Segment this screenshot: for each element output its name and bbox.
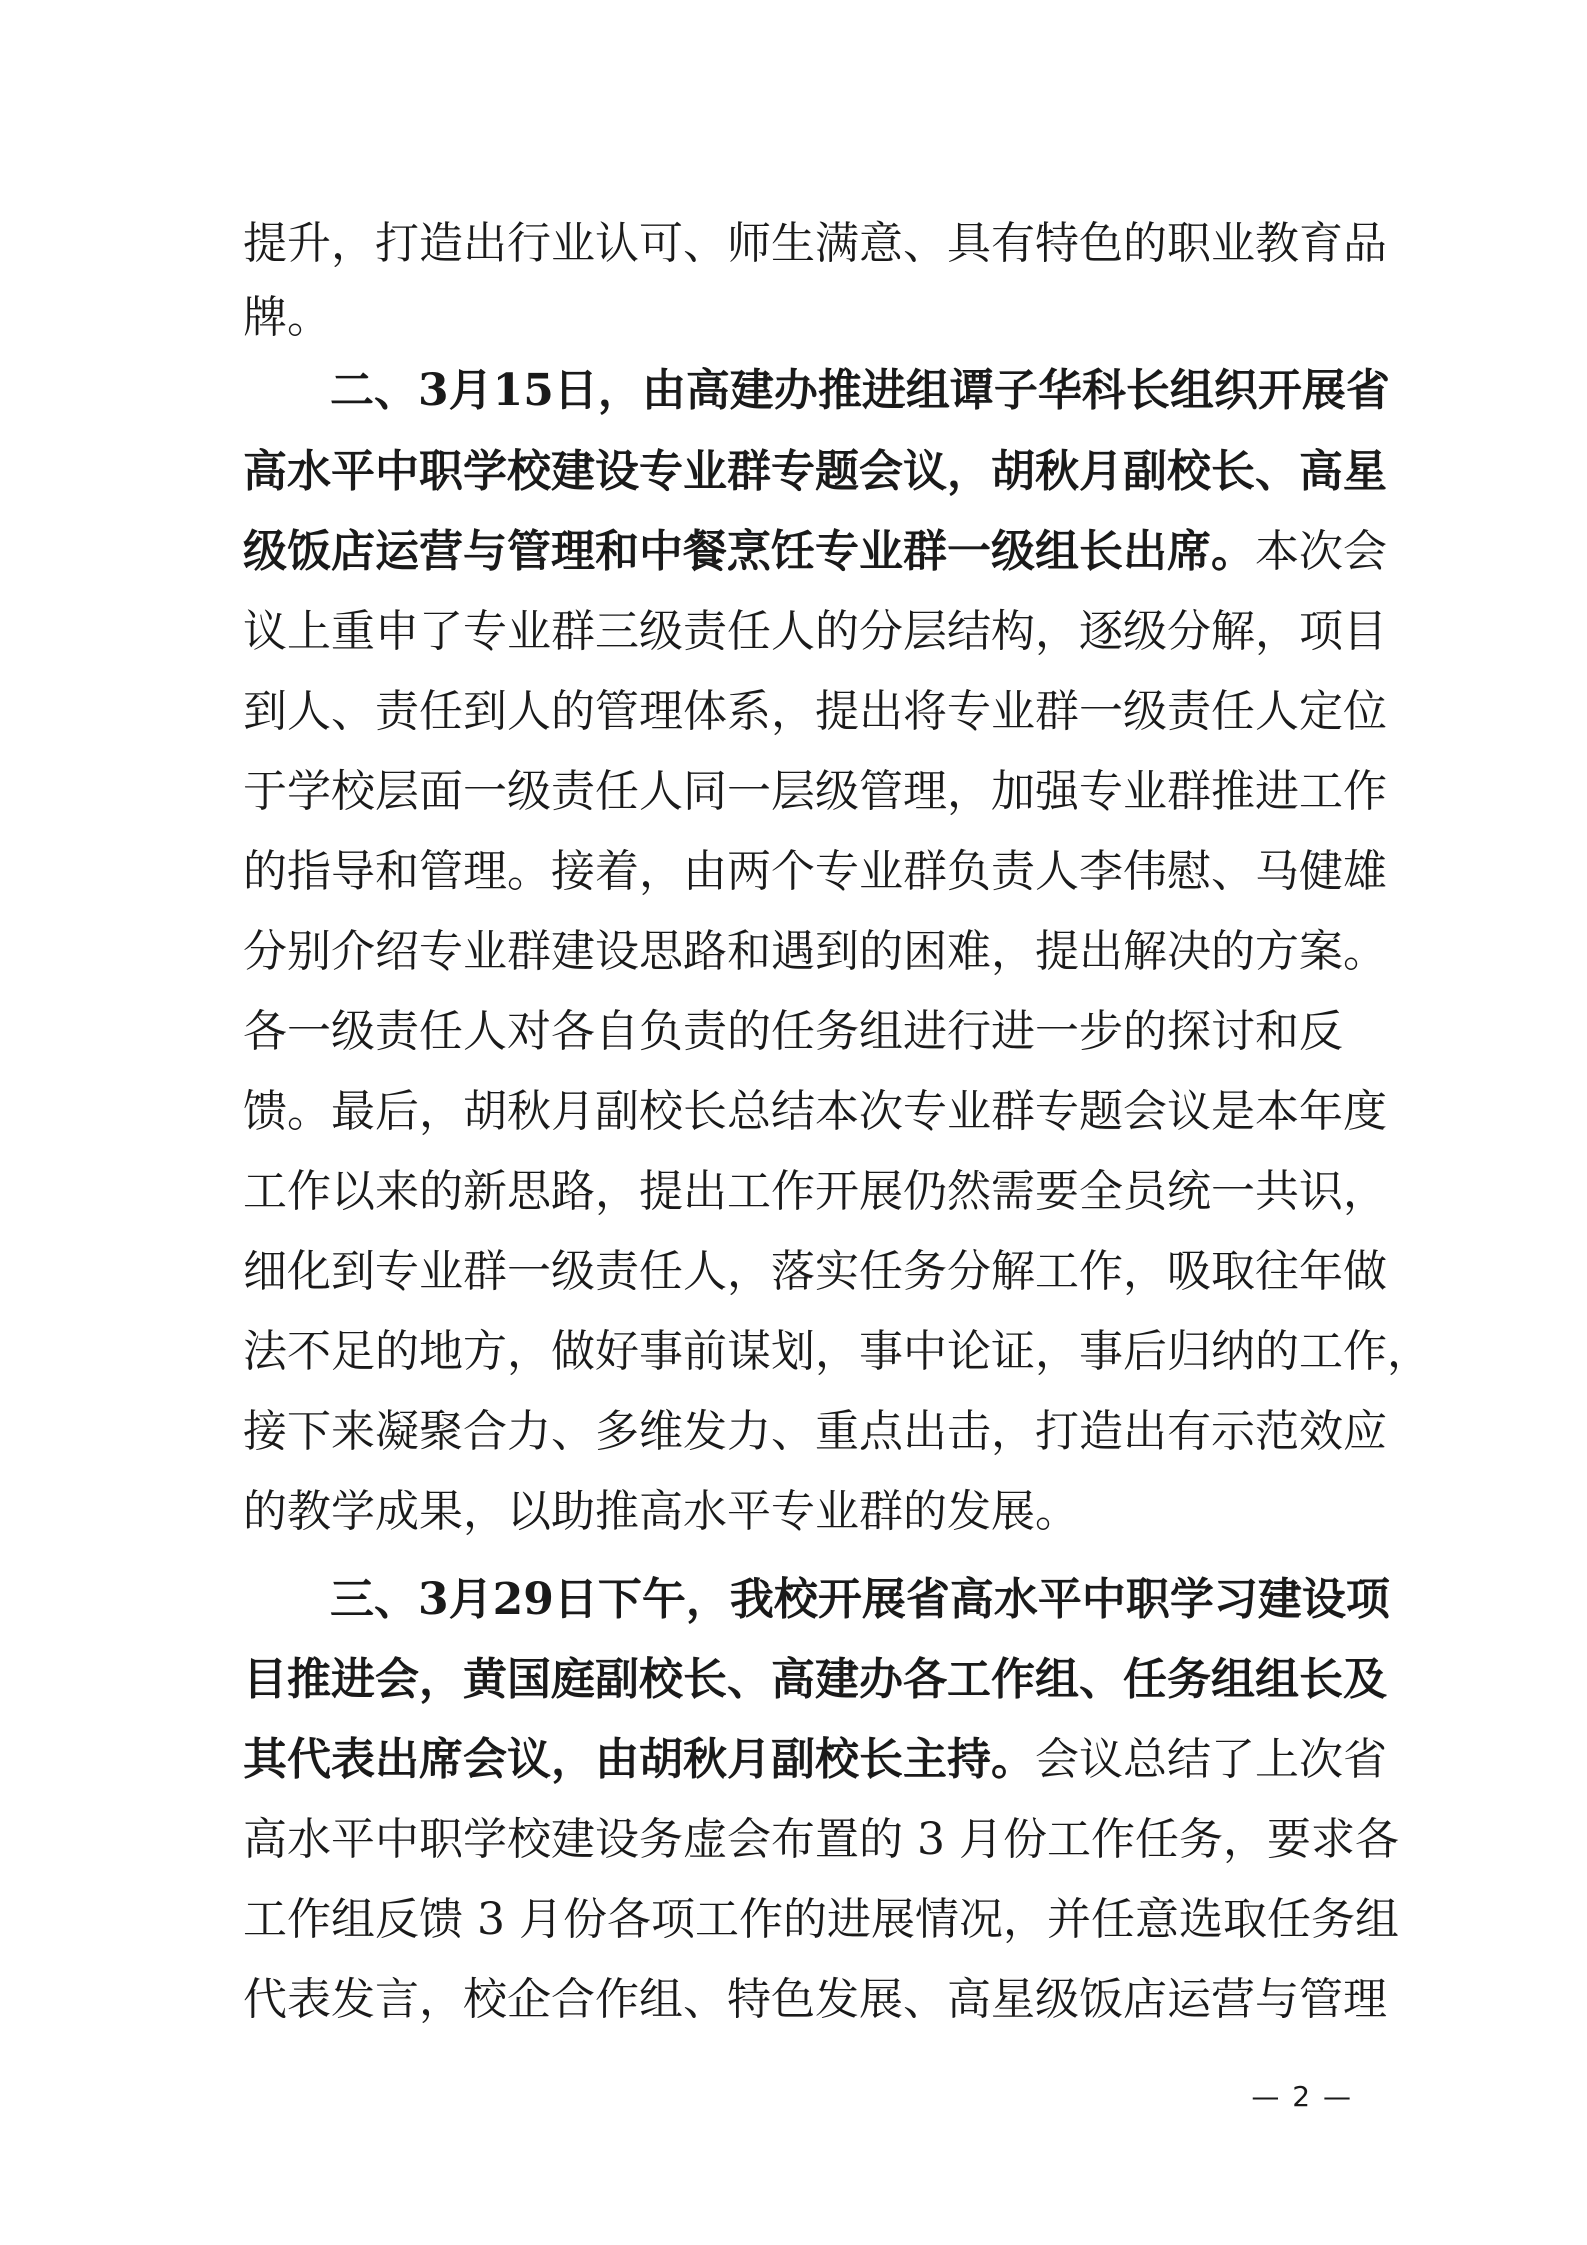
paragraph-line: 的指导和管理。接着，由两个专业群负责人李伟慰、马健雄	[243, 846, 1387, 897]
section-three-heading-line: 目推进会，黄国庭副校长、高建办各工作组、任务组组长及	[243, 1654, 1387, 1705]
page-number: — 2 —	[1251, 2080, 1353, 2113]
paragraph-line: 提升，打造出行业认可、师生满意、具有特色的职业教育品	[243, 218, 1387, 269]
paragraph-line: 的教学成果，以助推高水平专业群的发展。	[243, 1486, 1079, 1537]
section-two-heading-line: 二、3月15日，由高建办推进组谭子华科长组织开展省	[330, 365, 1390, 416]
section-two-heading-line: 高水平中职学校建设专业群专题会议，胡秋月副校长、高星	[243, 446, 1387, 497]
paragraph-line: 议上重申了专业群三级责任人的分层结构，逐级分解，项目	[243, 606, 1387, 657]
paragraph-line: 于学校层面一级责任人同一层级管理，加强专业群推进工作	[243, 766, 1387, 817]
paragraph-line: 馈。最后，胡秋月副校长总结本次专业群专题会议是本年度	[243, 1086, 1387, 1137]
paragraph-line: 高水平中职学校建设务虚会布置的 3 月份工作任务，要求各	[243, 1814, 1399, 1865]
paragraph-line: 分别介绍专业群建设思路和遇到的困难，提出解决的方案。	[243, 926, 1387, 977]
paragraph-line: 代表发言，校企合作组、特色发展、高星级饭店运营与管理	[243, 1974, 1387, 2025]
paragraph-line: 接下来凝聚合力、多维发力、重点出击，打造出有示范效应	[243, 1406, 1387, 1457]
paragraph-line: 工作以来的新思路，提出工作开展仍然需要全员统一共识，	[243, 1166, 1387, 1217]
paragraph-line: 到人、责任到人的管理体系，提出将专业群一级责任人定位	[243, 686, 1387, 737]
section-three-heading-line: 其代表出席会议，由胡秋月副校长主持。会议总结了上次省	[243, 1734, 1387, 1785]
section-three-heading-line: 三、3月29日下午，我校开展省高水平中职学习建设项	[330, 1574, 1390, 1625]
paragraph-line: 工作组反馈 3 月份各项工作的进展情况，并任意选取任务组	[243, 1894, 1399, 1945]
paragraph-line: 法不足的地方，做好事前谋划，事中论证，事后归纳的工作，	[243, 1326, 1431, 1377]
paragraph-line: 细化到专业群一级责任人，落实任务分解工作，吸取往年做	[243, 1246, 1387, 1297]
paragraph-line: 各一级责任人对各自负责的任务组进行进一步的探讨和反	[243, 1006, 1343, 1057]
paragraph-line: 牌。	[243, 292, 331, 343]
section-two-heading-line: 级饭店运营与管理和中餐烹饪专业群一级组长出席。本次会	[243, 526, 1387, 577]
